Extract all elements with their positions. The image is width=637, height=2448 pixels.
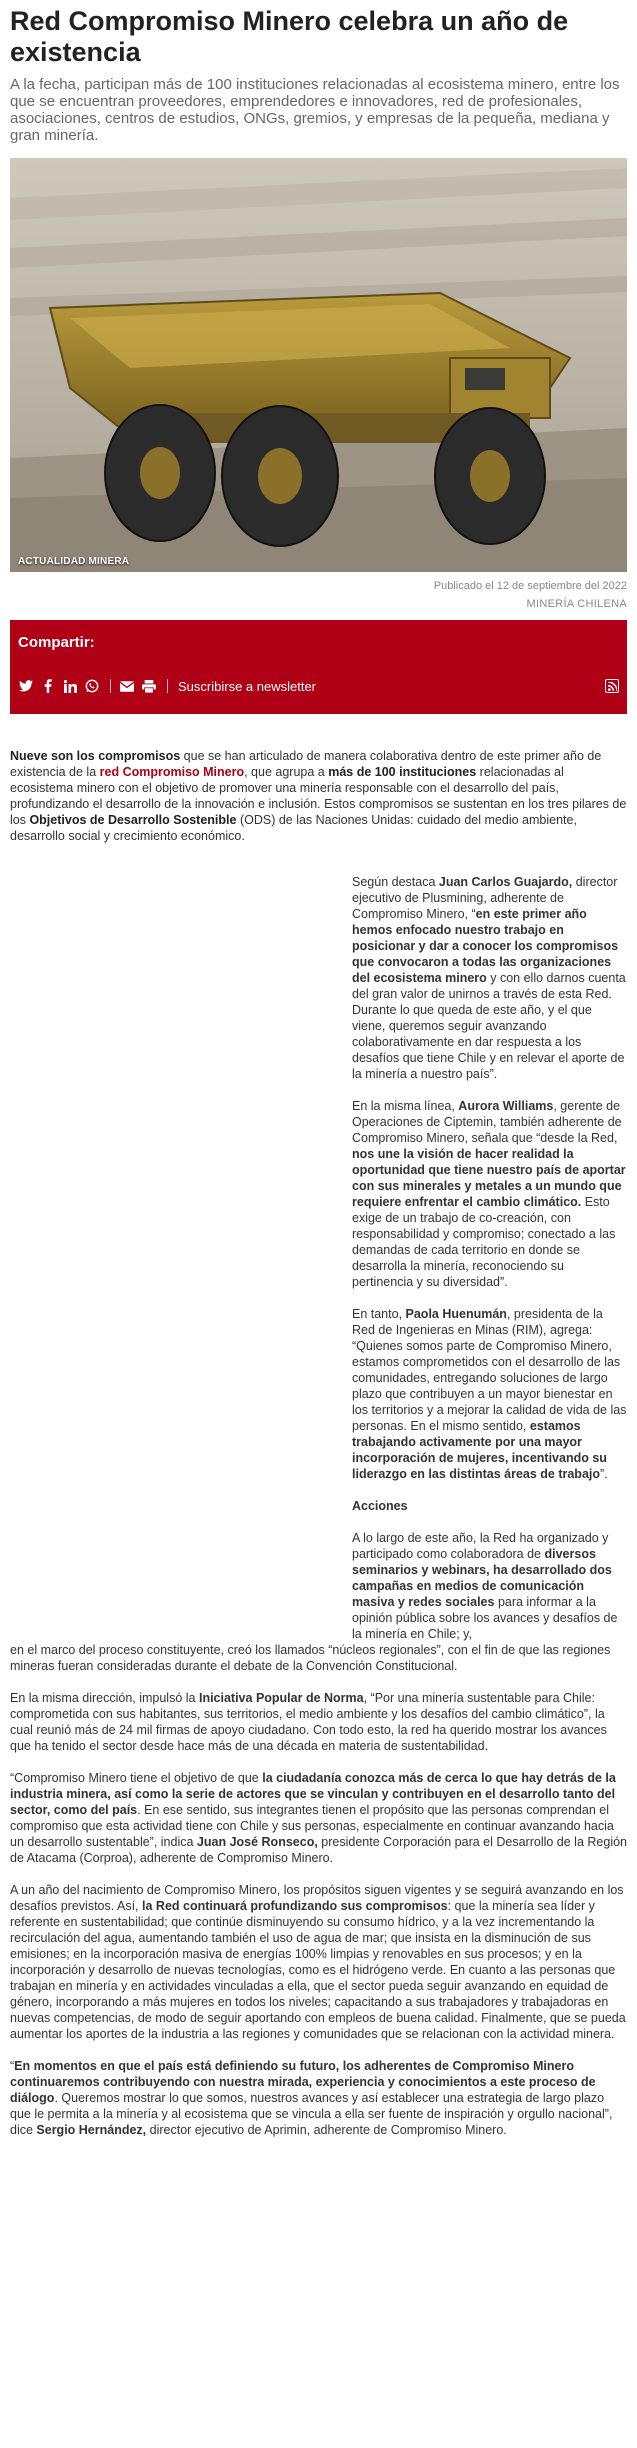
source-label: MINERÍA CHILENA (526, 598, 627, 610)
newsletter-link[interactable]: Suscribirse a newsletter (178, 678, 316, 694)
quotes-section (10, 874, 627, 1642)
intro-text-4: (ODS) de las Naciones Unidas: cuidado del medio ambiente, desarrollo social y crecimiento económico. (10, 813, 577, 843)
print-icon[interactable] (141, 678, 157, 694)
linkedin-icon[interactable] (62, 678, 78, 694)
hernandez-paragraph: “En momentos en que el país está definiendo su futuro, los adherentes de Compromiso Minero continuaremos contribuyendo con nuestra mirada, experiencia y conocimientos a este proceso de diálogo. Queremos mostrar lo que somos, nuestros avances y así establecer una estrategia de largo plazo que le permita a la minería y al ecosistema que se vincula a ella ser fuente de inspiración y orgullo nacional”, dice Sergio Hernández, director ejecutivo de Aprimin, adherente de Compromiso Minero. (10, 2059, 613, 2137)
acciones-heading: Acciones (352, 1499, 408, 1513)
intro-bold-1: Nueve son los compromisos (10, 749, 181, 763)
intro-bold-3: Objetivos de Desarrollo Sostenible (29, 813, 237, 827)
rss-icon[interactable] (605, 679, 619, 693)
iniciativa-paragraph: En la misma dirección, impulsó la Iniciativa Popular de Norma, “Por una minería sustentable para Chile: comprometida con sus habitantes, sus territorios, el medio ambiente y los desafíos del cambio climático”, la cual reunió más de 24 mil firmas de apoyo ciudadano. Con todo esto, la red ha querido mostrar los avances que ha tenido el sector desde hace más de una década en materia de sustentabilidad. (10, 1691, 607, 1753)
quote-huenuman: En tanto, Paola Huenumán, presidenta de la Red de Ingenieras en Minas (RIM), agrega: “Quienes somos parte de Compromiso Minero, estamos comprometidos con el desarrollo de las comunidades, entregando soluciones de largo plazo que contribuyen a un mayor bienestar en los territorios y a mejorar la calidad de vida de las personas. En el mismo sentido, estamos trabajando activamente por una mayor incorporación de mujeres, incentivando su liderazgo en las distintas áreas de trabajo”. (352, 1307, 627, 1481)
hero-image (10, 158, 627, 572)
email-icon[interactable] (119, 678, 135, 694)
compromisos-paragraph: A un año del nacimiento de Compromiso Minero, los propósitos siguen vigentes y se seguirá avanzando en los desafíos previstos. Así, la Red continuará profundizando sus compromisos: que la minería sea líder y referente en sustentabilidad; que continúe disminuyendo su consumo hídrico, y a la vez incrementando la recirculación del agua, aumentando también el uso de agua de mar; que insista en la disminución de sus emisiones; en la incorporación masiva de energías 100% limpias y renovables en sus procesos; y en la incorporación y desarrollo de nuevas tecnologías, como es el hidrógeno verde. En cuanto a las personas que trabajan en minería y en actividades vinculadas a ella, que el sector pueda seguir avanzando en equidad de género, incorporando a más mujeres en todos los niveles; capacitando a sus trabajadores y trabajadoras en nuevas competencias, de modo de seguir aportando con empleos de buena calidad. Finalmente, que se pueda aumentar los aportes de la industria a las regiones y comunidades que se relacionan con la actividad minera. (10, 1883, 626, 2041)
intro-bold-2: más de 100 instituciones (328, 765, 477, 779)
intro-text-3: relacionadas al ecosistema minero con el objetivo de promover una minería responsable con el desarrollo del país, profundizando el desarrollo de la innovación e inclusión. Estos compromisos se sustentan en los tres pilares de los (10, 765, 627, 827)
share-toolbar (18, 676, 619, 696)
mining-truck-illustration (10, 158, 627, 572)
article-lead: A la fecha, participan más de 100 instituciones relacionadas al ecosistema minero, entre los que se encuentran proveedores, emprendedores e innovadores, red de profesionales, asociaciones, centros de estudios, ONGs, gremios, y empresas de la pequeña, mediana y gran minería. (10, 76, 620, 144)
share-divider-2 (167, 679, 168, 693)
publish-date: Publicado el 12 de septiembre del 2022 (433, 580, 627, 592)
share-label: Compartir: (18, 634, 95, 651)
intro-text-1: que se han articulado de manera colaborativa dentro de este primer año de existencia de la (10, 749, 602, 779)
acciones-paragraph-start: A lo largo de este año, la Red ha organizado y participado como colaboradora de diversos seminarios y webinars, ha desarrollado dos campañas en medios de comunicación masiva y redes sociales para informar a la opinión pública sobre los avances y desafíos de la minería en Chile; y, (352, 1531, 618, 1641)
share-box (10, 620, 627, 714)
intro-paragraph (10, 748, 627, 844)
quote-williams: En la misma línea, Aurora Williams, gerente de Operaciones de Ciptemin, también adherente de Compromiso Minero, señala que “desde la Red, nos une la visión de hacer realidad la oportunidad que tiene nuestro país de aportar con sus minerales y metales a un mundo que requiere enfrentar el cambio climático. Esto exige de un trabajo de co-creación, con responsabilidad y compromiso; conectado a las demandas de cada territorio en donde se desarrolla la minería, reconociendo su pertinencia y su diversidad”. (352, 1099, 626, 1289)
share-divider (110, 679, 111, 693)
article-title: Red Compromiso Minero celebra un año de existencia (10, 6, 569, 67)
acciones-paragraph-end: en el marco del proceso constituyente, creó los llamados “núcleos regionales”, con el fin de que las regiones mineras fueran consideradas durante el debate de la Convención Constitucional. (10, 1643, 611, 1673)
quotes-column (352, 874, 627, 1642)
compromiso-minero-link[interactable]: red Compromiso Minero (99, 765, 245, 779)
whatsapp-icon[interactable] (84, 678, 100, 694)
full-width-body (10, 1642, 627, 2138)
quote-guajardo: Según destaca Juan Carlos Guajardo, director ejecutivo de Plusmining, adherente de Compromiso Minero, “en este primer año hemos enfocado nuestro trabajo en posicionar y dar a conocer los compromisos que convocaron a todas las organizaciones del ecosistema minero y con ello darnos cuenta del gran valor de unirnos a través de esta Red. Durante lo que queda de este año, y el que viene, queremos seguir avanzando colaborativamente en dar respuesta a los desafíos que tiene Chile y en relevar el aporte de la minería a nuestro país”. (352, 875, 626, 1081)
image-caption: ACTUALIDAD MINERA (18, 556, 130, 567)
intro-text-2: , que agrupa a (244, 765, 329, 779)
facebook-icon[interactable] (40, 678, 56, 694)
twitter-icon[interactable] (18, 678, 34, 694)
ronseco-paragraph: “Compromiso Minero tiene el objetivo de que la ciudadanía conozca más de cerca lo que hay detrás de la industria minera, así como la serie de actores que se vinculan y contribuyen en el desarrollo tanto del sector, como del país. En ese sentido, sus integrantes tienen el propósito que las personas comprendan el compromiso que esta actividad tiene con Chile y sus personas, especialmente en continuar avanzando hacia un desarrollo sustentable”, indica Juan José Ronseco, presidente Corporación para el Desarrollo de la Región de Atacama (Corproa), adherente de Compromiso Minero. (10, 1771, 628, 1865)
